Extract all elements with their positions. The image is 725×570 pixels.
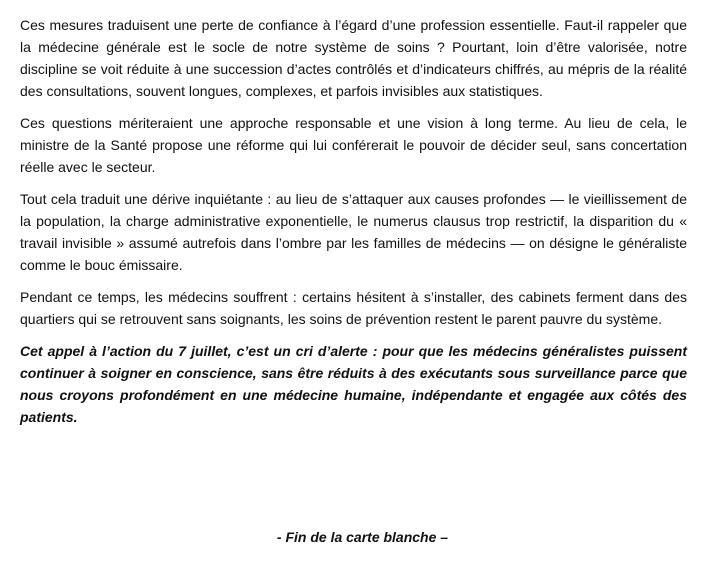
paragraph-approche-responsable: Ces questions mériteraient une approche responsable et une vision à long terme. Au lieu de cela, le ministre de la Santé propose une réforme qui lui conférerait le pouvoir de décider seul, sans concertation réelle avec le secteur. [20,115,687,175]
paragraph-confiance: Ces mesures traduisent une perte de confiance à l’égard d’une profession essentielle. Faut-il rappeler que la médecine générale est le socle de notre système de soins ? Pourtant, loin d’être valorisée, notre discipline se voit réduite à une succession d’actes contrôlés et d’indicateurs chiffrés, au mépris de la réalité des consultations, souvent longues, complexes, et parfois invisibles aux statistiques. [20,17,687,99]
end-of-article-footer: - Fin de la carte blanche – [276,529,449,545]
paragraph-medecins-souffrent: Pendant ce temps, les médecins souffrent : certains hésitent à s’installer, des cabinets ferment dans des quartiers qui se retrouvent sans soignants, les soins de prévention restent le parent pauvre du système. [20,289,687,327]
paragraph-derive-inquietante: Tout cela traduit une dérive inquiétante : au lieu de s’attaquer aux causes profondes — le vieillissement de la population, la charge administrative exponentielle, le numerus clausus trop restrictif, la disparition du « travail invisible » assumé autrefois dans l’ombre par les familles de médecins — on désigne le généraliste comme le bouc émissaire. [20,191,687,273]
paragraph-appel-action: Cet appel à l’action du 7 juillet, c’est un cri d’alerte : pour que les médecins généralistes puissent continuer à soigner en conscience, sans être réduits à des exécutants sous surveillance parce que nous croyons profondément en une médecine humaine, indépendante et engagée aux côtés des patients. [20,343,687,425]
document-body [20,14,687,438]
